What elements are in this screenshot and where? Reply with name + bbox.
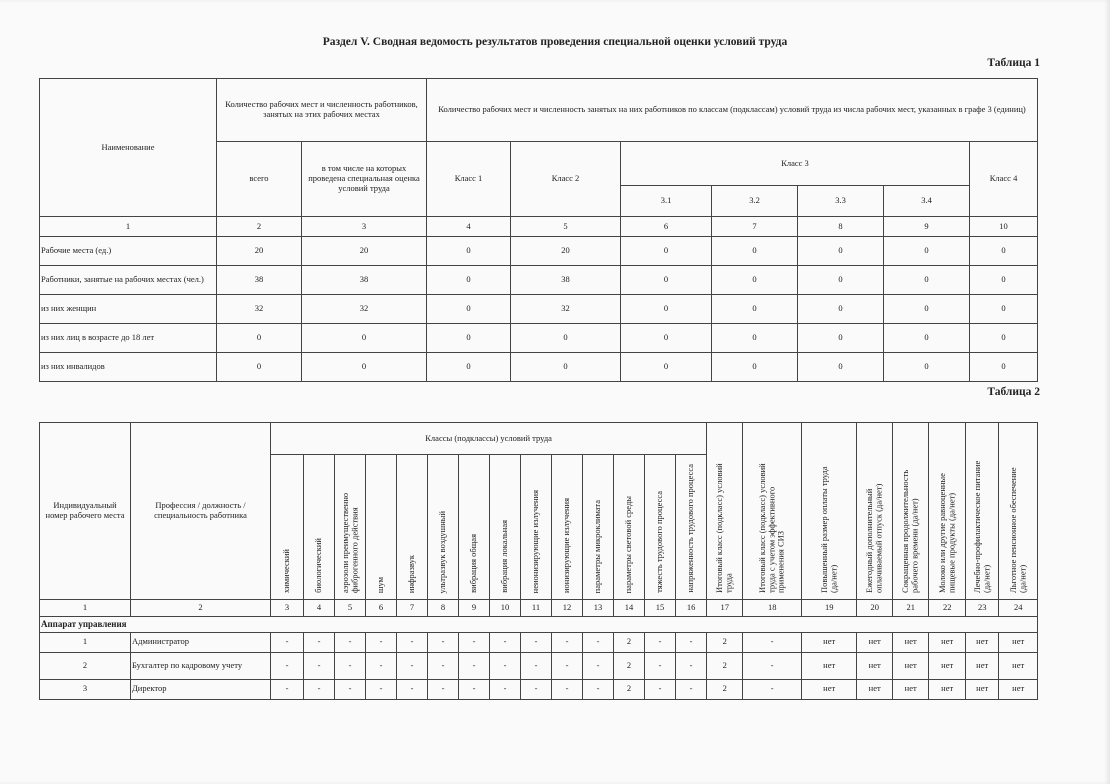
- header-id: Индивидуальный номер рабочего места: [40, 423, 131, 600]
- col-number: 6: [621, 217, 712, 237]
- cell: -: [583, 679, 614, 699]
- row-name: из них женщин: [40, 295, 217, 324]
- cell: 2: [614, 632, 645, 652]
- col-number: 22: [929, 599, 966, 616]
- cell: 0: [798, 237, 884, 266]
- cell: 0: [621, 295, 712, 324]
- section-title: Раздел V. Сводная ведомость результатов проведения специальной оценки условий труда: [322, 36, 788, 48]
- cell: 20: [217, 237, 302, 266]
- cell: 0: [884, 237, 970, 266]
- factor-header: вибрация локальная: [490, 455, 521, 600]
- col-number: 3: [302, 217, 427, 237]
- header-pay: Повышенный размер оплаты труда (да/нет): [802, 423, 857, 600]
- factor-header: параметры световой среды: [614, 455, 645, 600]
- workplace-id: 1: [40, 632, 131, 652]
- cell: -: [490, 679, 521, 699]
- cell: -: [552, 679, 583, 699]
- header-pension: Льготное пенсионное обеспечение (да/нет): [999, 423, 1038, 600]
- cell: 0: [427, 295, 511, 324]
- factor-header: напряженность трудового процесса: [676, 455, 707, 600]
- cell: нет: [929, 652, 966, 679]
- workplace-table: [39, 422, 1038, 700]
- header-total: всего: [217, 142, 302, 217]
- cell: -: [645, 632, 676, 652]
- cell: нет: [802, 632, 857, 652]
- cell: нет: [966, 679, 999, 699]
- cell: 0: [621, 324, 712, 353]
- cell: -: [645, 679, 676, 699]
- table1-label: Таблица 1: [987, 57, 1040, 69]
- cell: 0: [217, 324, 302, 353]
- cell: 0: [712, 295, 798, 324]
- col-number: 24: [999, 599, 1038, 616]
- cell: 0: [427, 324, 511, 353]
- col-number: 15: [645, 599, 676, 616]
- cell: -: [428, 632, 459, 652]
- factor-header: вибрация общая: [459, 455, 490, 600]
- profession: Директор: [131, 679, 271, 699]
- cell: 0: [712, 353, 798, 382]
- cell: -: [490, 632, 521, 652]
- col-number: 6: [366, 599, 397, 616]
- cell: -: [428, 679, 459, 699]
- cell: нет: [999, 652, 1038, 679]
- header-class2: Класс 2: [511, 142, 621, 217]
- col-number: 11: [521, 599, 552, 616]
- cell: 0: [798, 295, 884, 324]
- cell: -: [459, 679, 490, 699]
- column-numbers-row: [40, 217, 1038, 237]
- header-final: Итоговый класс (подкласс) условий труда: [707, 423, 743, 600]
- header-final-siz: Итоговый класс (подкласс) условий труда с учетом эффективного применения СИЗ: [743, 423, 802, 600]
- cell: 0: [621, 266, 712, 295]
- factor-header: параметры микроклимата: [583, 455, 614, 600]
- col-number: 7: [712, 217, 798, 237]
- header-sub-3-2: 3.2: [712, 186, 798, 217]
- cell: -: [552, 652, 583, 679]
- cell: -: [366, 632, 397, 652]
- cell: нет: [893, 652, 929, 679]
- cell: -: [459, 632, 490, 652]
- cell: 0: [621, 237, 712, 266]
- cell: 20: [511, 237, 621, 266]
- profession: Администратор: [131, 632, 271, 652]
- cell: 0: [712, 266, 798, 295]
- col-number: 20: [857, 599, 893, 616]
- cell: -: [583, 652, 614, 679]
- cell: -: [271, 632, 304, 652]
- table-row: [40, 237, 1038, 266]
- col-number: 13: [583, 599, 614, 616]
- cell: нет: [929, 679, 966, 699]
- cell: нет: [857, 679, 893, 699]
- header-profession: Профессия / должность / специальность работника: [131, 423, 271, 600]
- cell: -: [304, 632, 335, 652]
- col-number: 9: [459, 599, 490, 616]
- factor-header: ультразвук воздушный: [428, 455, 459, 600]
- cell: 2: [707, 652, 743, 679]
- cell: 0: [302, 353, 427, 382]
- cell: 0: [884, 266, 970, 295]
- profession: Бухгалтер по кадровому учету: [131, 652, 271, 679]
- workplace-id: 2: [40, 652, 131, 679]
- cell: -: [743, 679, 802, 699]
- col-number: 17: [707, 599, 743, 616]
- cell: нет: [857, 652, 893, 679]
- cell: -: [335, 632, 366, 652]
- cell: 32: [302, 295, 427, 324]
- cell: -: [676, 679, 707, 699]
- cell: нет: [857, 632, 893, 652]
- header-classes: Количество рабочих мест и численность занятых на них работников по классам (подклассам) условий труда из числа рабочих мест, указанных в графе 3 (единиц): [427, 79, 1038, 142]
- summary-table: [39, 78, 1038, 382]
- cell: -: [335, 652, 366, 679]
- workplace-id: 3: [40, 679, 131, 699]
- header-class4: Класс 4: [970, 142, 1038, 217]
- cell: нет: [966, 652, 999, 679]
- cell: 20: [302, 237, 427, 266]
- col-number: 10: [970, 217, 1038, 237]
- row-name: Рабочие места (ед.): [40, 237, 217, 266]
- row-name: из них инвалидов: [40, 353, 217, 382]
- cell: 0: [427, 266, 511, 295]
- cell: -: [335, 679, 366, 699]
- col-number: 8: [428, 599, 459, 616]
- cell: 0: [621, 353, 712, 382]
- header-assessed: в том числе на которых проведена специальная оценка условий труда: [302, 142, 427, 217]
- row-name: Работники, занятые на рабочих местах (чел.): [40, 266, 217, 295]
- cell: -: [304, 679, 335, 699]
- cell: 0: [798, 353, 884, 382]
- factor-header: аэрозоли преимущественно фиброгенного действия: [335, 455, 366, 600]
- header-short-time: Сокращенная продолжительность рабочего времени (да/нет): [893, 423, 929, 600]
- cell: 0: [970, 266, 1038, 295]
- cell: 38: [217, 266, 302, 295]
- cell: -: [271, 652, 304, 679]
- factor-header: инфразвук: [397, 455, 428, 600]
- header-food: Лечебно-профилактическое питание (да/нет): [966, 423, 999, 600]
- cell: -: [552, 632, 583, 652]
- cell: 0: [798, 266, 884, 295]
- cell: нет: [999, 632, 1038, 652]
- header-leave: Ежегодный дополнительный оплачиваемый отпуск (да/нет): [857, 423, 893, 600]
- cell: 0: [970, 353, 1038, 382]
- table2-label: Таблица 2: [987, 386, 1040, 398]
- cell: 0: [302, 324, 427, 353]
- col-number: 1: [40, 599, 131, 616]
- cell: -: [397, 632, 428, 652]
- table-row: [40, 679, 1038, 699]
- cell: -: [304, 652, 335, 679]
- cell: 2: [614, 679, 645, 699]
- cell: нет: [929, 632, 966, 652]
- header-name: Наименование: [40, 79, 217, 217]
- cell: 0: [884, 324, 970, 353]
- col-number: 2: [217, 217, 302, 237]
- cell: 0: [427, 353, 511, 382]
- table-row: [40, 266, 1038, 295]
- col-number: 9: [884, 217, 970, 237]
- table-row: [40, 652, 1038, 679]
- cell: 0: [970, 237, 1038, 266]
- cell: 0: [970, 295, 1038, 324]
- col-number: 12: [552, 599, 583, 616]
- cell: -: [521, 652, 552, 679]
- cell: нет: [893, 679, 929, 699]
- cell: 0: [884, 353, 970, 382]
- cell: нет: [999, 679, 1038, 699]
- header-sub-3-3: 3.3: [798, 186, 884, 217]
- cell: 2: [707, 632, 743, 652]
- cell: нет: [893, 632, 929, 652]
- col-number: 10: [490, 599, 521, 616]
- cell: -: [676, 632, 707, 652]
- factor-header: биологический: [304, 455, 335, 600]
- col-number: 1: [40, 217, 217, 237]
- section-heading: Аппарат управления: [40, 616, 1038, 632]
- factor-header: химический: [271, 455, 304, 600]
- col-number: 5: [335, 599, 366, 616]
- col-number: 23: [966, 599, 999, 616]
- cell: -: [397, 652, 428, 679]
- cell: 0: [970, 324, 1038, 353]
- table-row: [40, 632, 1038, 652]
- col-number: 16: [676, 599, 707, 616]
- cell: -: [645, 652, 676, 679]
- header-milk: Молоко или другие равноценные пищевые продукты (да/нет): [929, 423, 966, 600]
- col-number: 4: [427, 217, 511, 237]
- cell: -: [521, 632, 552, 652]
- cell: 0: [427, 237, 511, 266]
- cell: нет: [802, 679, 857, 699]
- cell: 0: [712, 324, 798, 353]
- cell: -: [676, 652, 707, 679]
- header-class3: Класс 3: [621, 142, 970, 186]
- cell: -: [490, 652, 521, 679]
- cell: -: [743, 632, 802, 652]
- cell: -: [271, 679, 304, 699]
- col-number: 8: [798, 217, 884, 237]
- cell: 32: [511, 295, 621, 324]
- header-classes: Классы (подклассы) условий труда: [271, 423, 707, 455]
- cell: -: [583, 632, 614, 652]
- header-sub-3-1: 3.1: [621, 186, 712, 217]
- col-number: 7: [397, 599, 428, 616]
- header-class1: Класс 1: [427, 142, 511, 217]
- col-number: 19: [802, 599, 857, 616]
- cell: 0: [798, 324, 884, 353]
- cell: -: [743, 652, 802, 679]
- header-sub-3-4: 3.4: [884, 186, 970, 217]
- col-number: 3: [271, 599, 304, 616]
- cell: -: [397, 679, 428, 699]
- table-row: [40, 295, 1038, 324]
- cell: нет: [966, 632, 999, 652]
- cell: 38: [511, 266, 621, 295]
- header-count: Количество рабочих мест и численность работников, занятых на этих рабочих местах: [217, 79, 427, 142]
- cell: -: [428, 652, 459, 679]
- factor-header: тяжесть трудового процесса: [645, 455, 676, 600]
- cell: 0: [712, 237, 798, 266]
- factor-header: ионизирующие излучения: [552, 455, 583, 600]
- cell: -: [521, 679, 552, 699]
- col-number: 14: [614, 599, 645, 616]
- factor-header: шум: [366, 455, 397, 600]
- cell: 0: [217, 353, 302, 382]
- table-row: [40, 324, 1038, 353]
- table-row: [40, 353, 1038, 382]
- col-number: 2: [131, 599, 271, 616]
- col-number: 4: [304, 599, 335, 616]
- cell: 0: [511, 353, 621, 382]
- col-number: 21: [893, 599, 929, 616]
- col-number: 18: [743, 599, 802, 616]
- factor-header: неионизирующие излучения: [521, 455, 552, 600]
- cell: -: [459, 652, 490, 679]
- cell: 2: [614, 652, 645, 679]
- cell: -: [366, 652, 397, 679]
- row-name: из них лиц в возрасте до 18 лет: [40, 324, 217, 353]
- cell: 32: [217, 295, 302, 324]
- cell: нет: [802, 652, 857, 679]
- col-number: 5: [511, 217, 621, 237]
- cell: 0: [511, 324, 621, 353]
- cell: 38: [302, 266, 427, 295]
- cell: 2: [707, 679, 743, 699]
- cell: 0: [884, 295, 970, 324]
- cell: -: [366, 679, 397, 699]
- column-numbers-row: [40, 599, 1038, 616]
